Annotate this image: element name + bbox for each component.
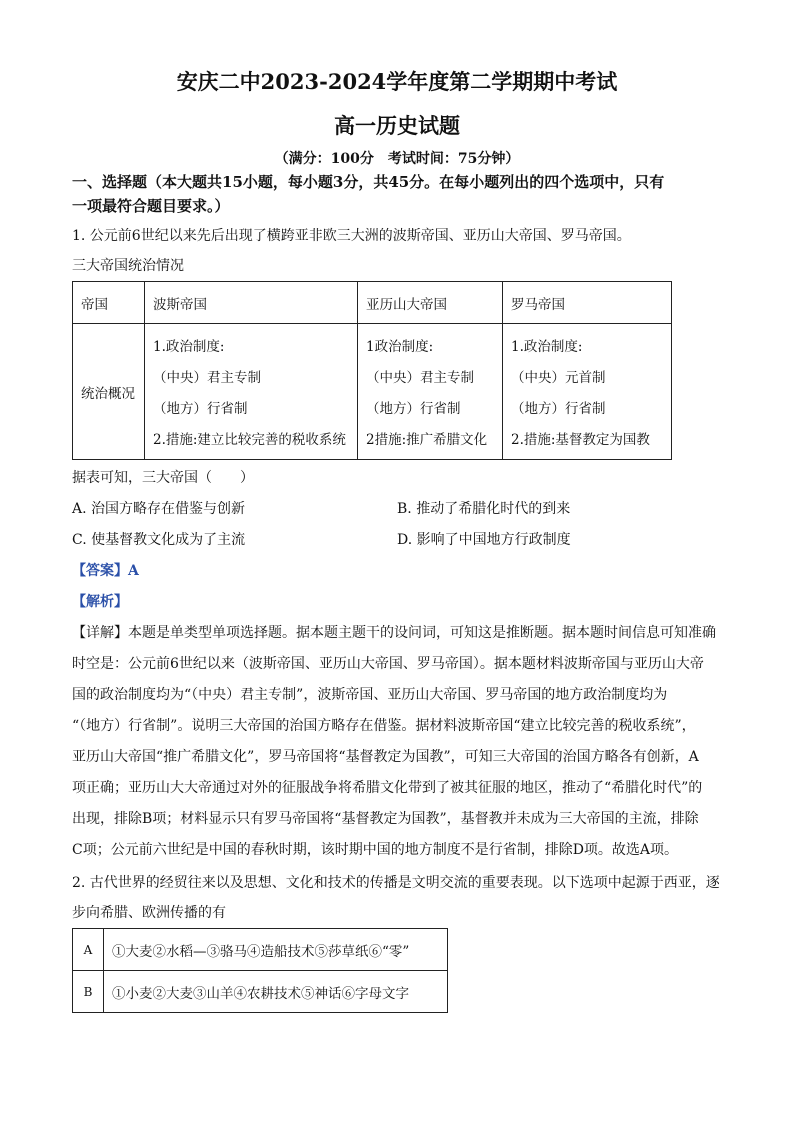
alexander-line: 2措施:推广希腊文化 [366, 432, 488, 448]
rome-line: 1.政治制度: [511, 339, 583, 355]
table-row [73, 324, 672, 460]
exam-subtitle: 高一历史试题 [334, 113, 460, 138]
q1-question: 据表可知，三大帝国（ ） [72, 470, 254, 486]
section-heading-line1: 一、选择题（本大题共15小题，每小题3分，共45分。在每小题列出的四个选项中，只有 [72, 173, 665, 191]
section-heading-line2: 一项最符合题目要求。） [72, 197, 230, 215]
exam-title: 安庆二中2023-2024学年度第二学期期中考试 [176, 69, 618, 94]
q2-option-row[interactable] [73, 971, 448, 1013]
rome-line: （中央）元首制 [511, 370, 606, 386]
q2-option-text: ①小麦②大麦③山羊④农耕技术⑤神话⑥字母文字 [104, 971, 448, 1013]
q1-analysis-label: 【解析】 [72, 594, 128, 610]
empire-table [72, 281, 672, 460]
persia-line: （中央）君主专制 [153, 370, 261, 386]
table-header-row [73, 282, 672, 324]
alexander-line: （地方）行省制 [366, 401, 461, 417]
rome-line: （地方）行省制 [511, 401, 606, 417]
table-header-cell: 波斯帝国 [145, 282, 358, 324]
alexander-cell [358, 324, 503, 460]
q2-stem-line2: 步向希腊、欧洲传播的有 [72, 905, 226, 921]
q1-answer: 【答案】A [72, 563, 139, 579]
q2-stem-line1: 2. 古代世界的经贸往来以及思想、文化和技术的传播是文明交流的重要表现。以下选项中起源于西亚，逐 [72, 875, 720, 891]
q1-detail-line: 亚历山大帝国“推广希腊文化”，罗马帝国将“基督教定为国教”，可知三大帝国的治国方略各有创新，A [72, 749, 699, 765]
q1-detail-line: 国的政治制度均为“（中央）君主专制”，波斯帝国、亚历山大帝国、罗马帝国的地方政治制度均为 [72, 687, 668, 703]
persia-cell [145, 324, 358, 460]
q2-option-letter: A [73, 929, 104, 971]
q1-detail-line: 出现，排除B项；材料显示只有罗马帝国将“基督教定为国教”，基督教并未成为三大帝国的主流，排除 [72, 811, 699, 827]
q1-detail-line: “（地方）行省制”。说明三大帝国的治国方略存在借鉴。据材料波斯帝国“建立比较完善的税收系统”， [72, 718, 696, 734]
alexander-line: （中央）君主专制 [366, 370, 474, 386]
table-header-cell: 帝国 [73, 282, 145, 324]
exam-info: （满分：100分 考试时间：75分钟） [274, 151, 520, 167]
persia-line: 2.措施:建立比较完善的税收系统 [153, 432, 346, 448]
q1-table-caption: 三大帝国统治情况 [72, 258, 184, 274]
rome-line: 2.措施:基督教定为国教 [511, 432, 650, 448]
q1-option-d[interactable]: D. 影响了中国地方行政制度 [397, 532, 571, 548]
persia-line: 1.政治制度: [153, 339, 225, 355]
q1-detail-line: 【详解】本题是单类型单项选择题。据本题主题干的设问词，可知这是推断题。据本题时间信息可知准确 [72, 625, 716, 641]
table-header-cell: 罗马帝国 [503, 282, 672, 324]
q2-option-text: ①大麦②水稻—③骆马④造船技术⑤莎草纸⑥“零” [104, 929, 448, 971]
q1-detail-line: C项；公元前六世纪是中国的春秋时期，该时期中国的地方制度不是行省制，排除D项。故选A项。 [72, 842, 679, 858]
q2-options-table [72, 928, 448, 1013]
table-header-cell: 亚历山大帝国 [358, 282, 503, 324]
q1-detail-line: 项正确；亚历山大大帝通过对外的征服战争将希腊文化带到了被其征服的地区，推动了“希腊化时代”的 [72, 780, 703, 796]
table-row-label: 统治概况 [73, 324, 145, 460]
q1-detail-line: 时空是：公元前6世纪以来（波斯帝国、亚历山大帝国、罗马帝国）。据本题材料波斯帝国与亚历山大帝 [72, 656, 704, 672]
q2-option-row[interactable] [73, 929, 448, 971]
alexander-line: 1政治制度: [366, 339, 434, 355]
q2-option-letter: B [73, 971, 104, 1013]
q1-option-c[interactable]: C. 使基督教文化成为了主流 [72, 532, 246, 548]
rome-cell [503, 324, 672, 460]
q1-stem: 1. 公元前6世纪以来先后出现了横跨亚非欧三大洲的波斯帝国、亚历山大帝国、罗马帝国。 [72, 228, 631, 244]
q1-option-b[interactable]: B. 推动了希腊化时代的到来 [397, 501, 571, 517]
persia-line: （地方）行省制 [153, 401, 248, 417]
q1-option-a[interactable]: A. 治国方略存在借鉴与创新 [72, 501, 246, 517]
